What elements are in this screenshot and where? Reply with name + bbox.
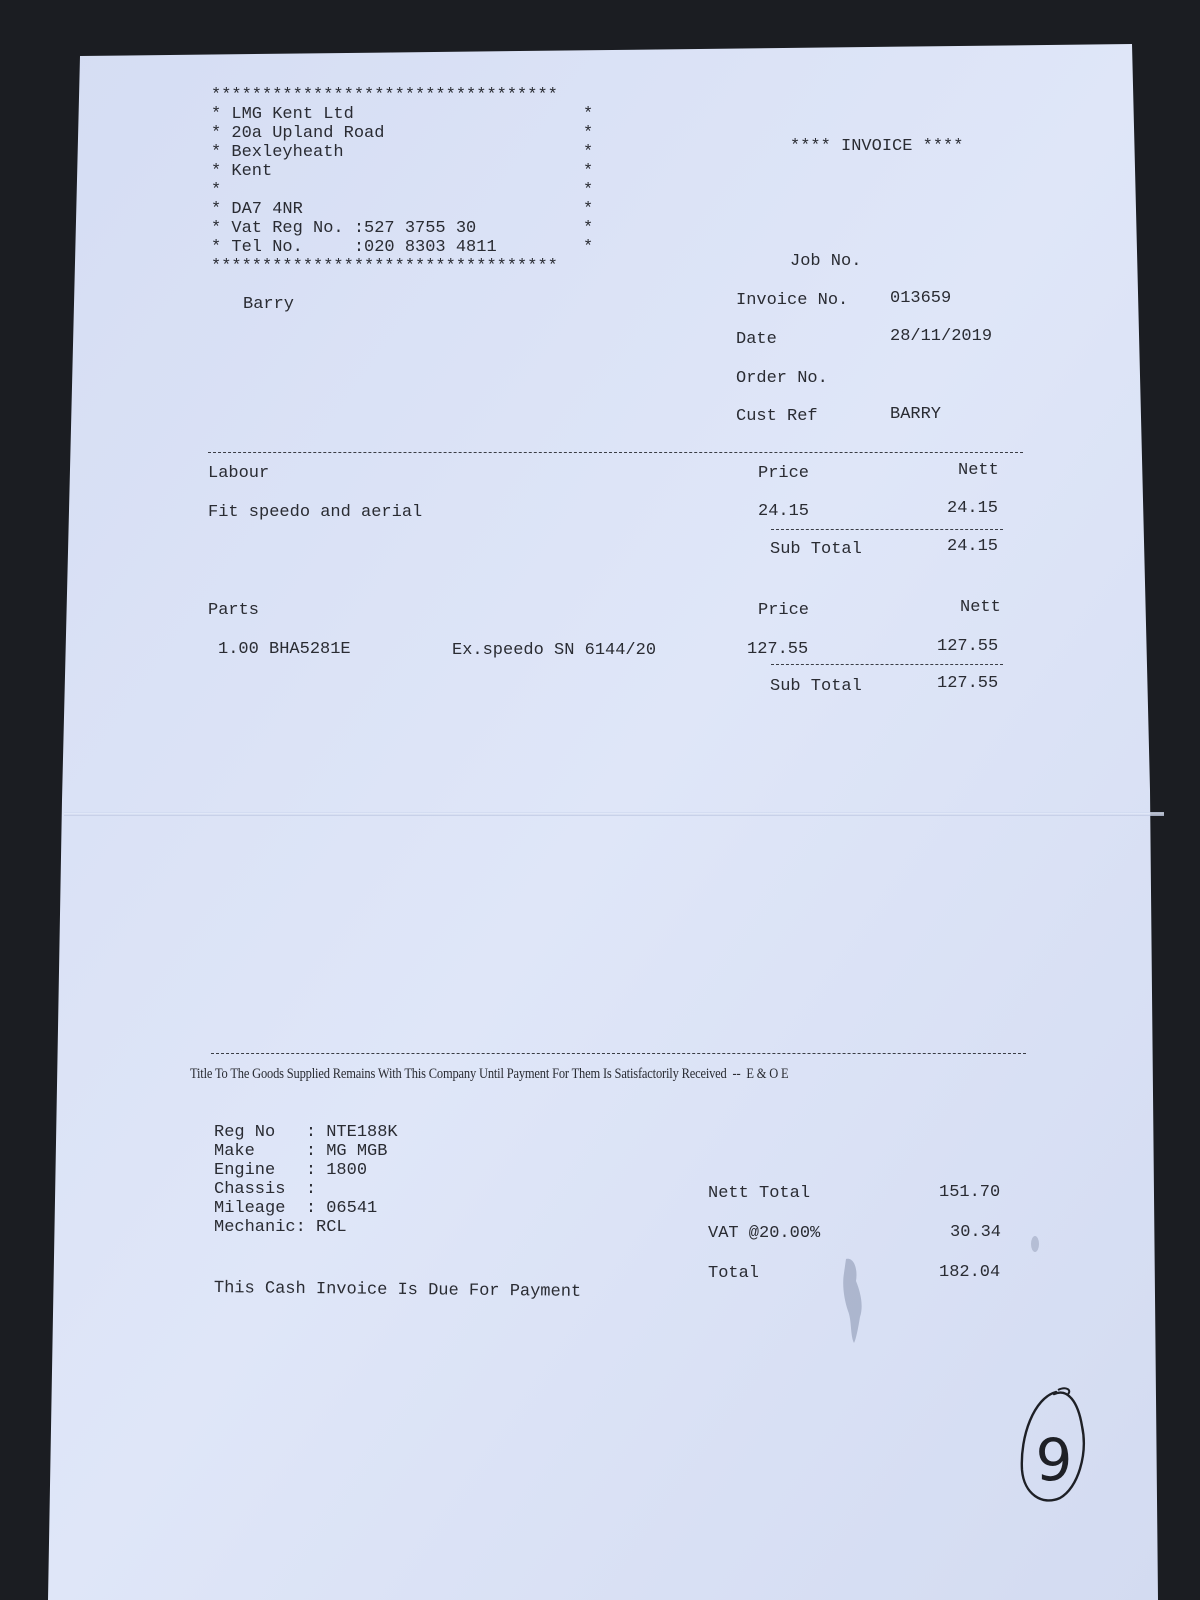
company-vat-reg: * Vat Reg No. :527 3755 30 [211,219,477,238]
handwritten-number: 9 [1035,1426,1073,1494]
labour-subtotal-label: Sub Total [770,540,862,559]
labour-item-nett: 24.15 [947,499,999,518]
parts-item-price: 127.55 [747,640,809,659]
labour-subtotal-value: 24.15 [947,537,999,556]
parts-nett-header: Nett [960,598,1001,617]
parts-item-nett: 127.55 [937,637,999,656]
vat-label: VAT @20.00% [708,1224,821,1243]
document-title: **** INVOICE **** [790,137,964,156]
parts-price-header: Price [758,601,810,620]
vehicle-reg-no: Reg No : NTE188K [214,1123,398,1142]
date-value: 28/11/2019 [890,327,993,346]
company-name: * LMG Kent Ltd [211,105,354,124]
labour-price-header: Price [758,464,810,483]
separator-top [208,452,1023,453]
labour-subtotal-rule [771,529,1003,530]
job-no-label: Job No. [790,252,862,271]
parts-subtotal-rule [771,664,1003,665]
nett-total-label: Nett Total [708,1184,811,1203]
vehicle-make: Make : MG MGB [214,1142,388,1161]
parts-heading: Parts [208,601,260,620]
paper-fold-line [64,812,1164,816]
ink-stain [840,1255,880,1345]
company-county: * Kent [211,162,273,181]
payment-note: This Cash Invoice Is Due For Payment [213,1279,582,1302]
cust-ref-label: Cust Ref [736,407,818,426]
parts-subtotal-value: 127.55 [937,674,999,693]
terms-text: Title To The Goods Supplied Remains With This Company Until Payment For Them Is Satisfactorily Received -- E & O E [190,1066,789,1082]
parts-subtotal-label: Sub Total [770,677,862,696]
vat-value: 30.34 [950,1223,1002,1242]
invoice-no-label: Invoice No. [736,291,849,310]
order-no-label: Order No. [736,369,828,388]
labour-item-description: Fit speedo and aerial [208,503,423,522]
vehicle-chassis: Chassis : [214,1180,317,1199]
company-blank-line: * [211,181,222,200]
parts-item-qty-code: 1.00 BHA5281E [218,640,351,659]
invoice-sheet: ********************************** * LMG Kent Ltd * 20a Upland Road * Bexleyheath * Kent * * DA7 4NR * Vat Reg No. :527 3755 30 * Tel No. :020 8303 4811 ********************************** * * * * * * * * **** INVOICE **** Barry Job No. Invoice No. 013659 Date 28/11/2019 Order No. Cust Ref BARRY Labour Price Nett Fit speedo and aerial 24.15 24.15 Sub Total 24.15 Parts Price Nett 1.00 BHA5281E Ex.speedo SN 6144/20 127.55 127.55 Sub Total 127.55 Title To The Goods Supplied Remains With This Company Until Payment For Them Is Satisfactorily Received -- E & O E Reg No : NTE188K Make : MG MGB Engine : 1800 Chassis : Mileage : 06541 Mechanic: RCL This Cash Invoice Is Due For Payment Nett Total 151.70 VAT @20.00% 30.34 Total 182.04 9 [0,0,1200,1600]
cust-ref-value: BARRY [890,405,942,424]
box-border-top: ********************************** [211,86,558,105]
vehicle-mileage: Mileage : 06541 [214,1199,378,1218]
total-label: Total [708,1264,760,1283]
ink-speck [1028,1234,1042,1254]
nett-total-value: 151.70 [939,1183,1001,1202]
labour-heading: Labour [208,464,270,483]
handwritten-circled-number [1016,1384,1096,1514]
labour-item-price: 24.15 [758,502,810,521]
parts-item-description: Ex.speedo SN 6144/20 [452,641,657,660]
company-town: * Bexleyheath [211,143,344,162]
vehicle-engine: Engine : 1800 [214,1161,368,1180]
labour-nett-header: Nett [958,461,999,480]
invoice-no-value: 013659 [890,289,952,308]
vehicle-mechanic: Mechanic: RCL [214,1218,347,1237]
total-value: 182.04 [939,1263,1001,1282]
box-border-bottom: ********************************** [211,257,558,276]
company-tel: * Tel No. :020 8303 4811 [211,238,497,257]
date-label: Date [736,330,777,349]
company-postcode: * DA7 4NR [211,200,303,219]
customer-name: Barry [243,295,295,314]
company-street: * 20a Upland Road [211,124,385,143]
separator-bottom [211,1053,1026,1054]
